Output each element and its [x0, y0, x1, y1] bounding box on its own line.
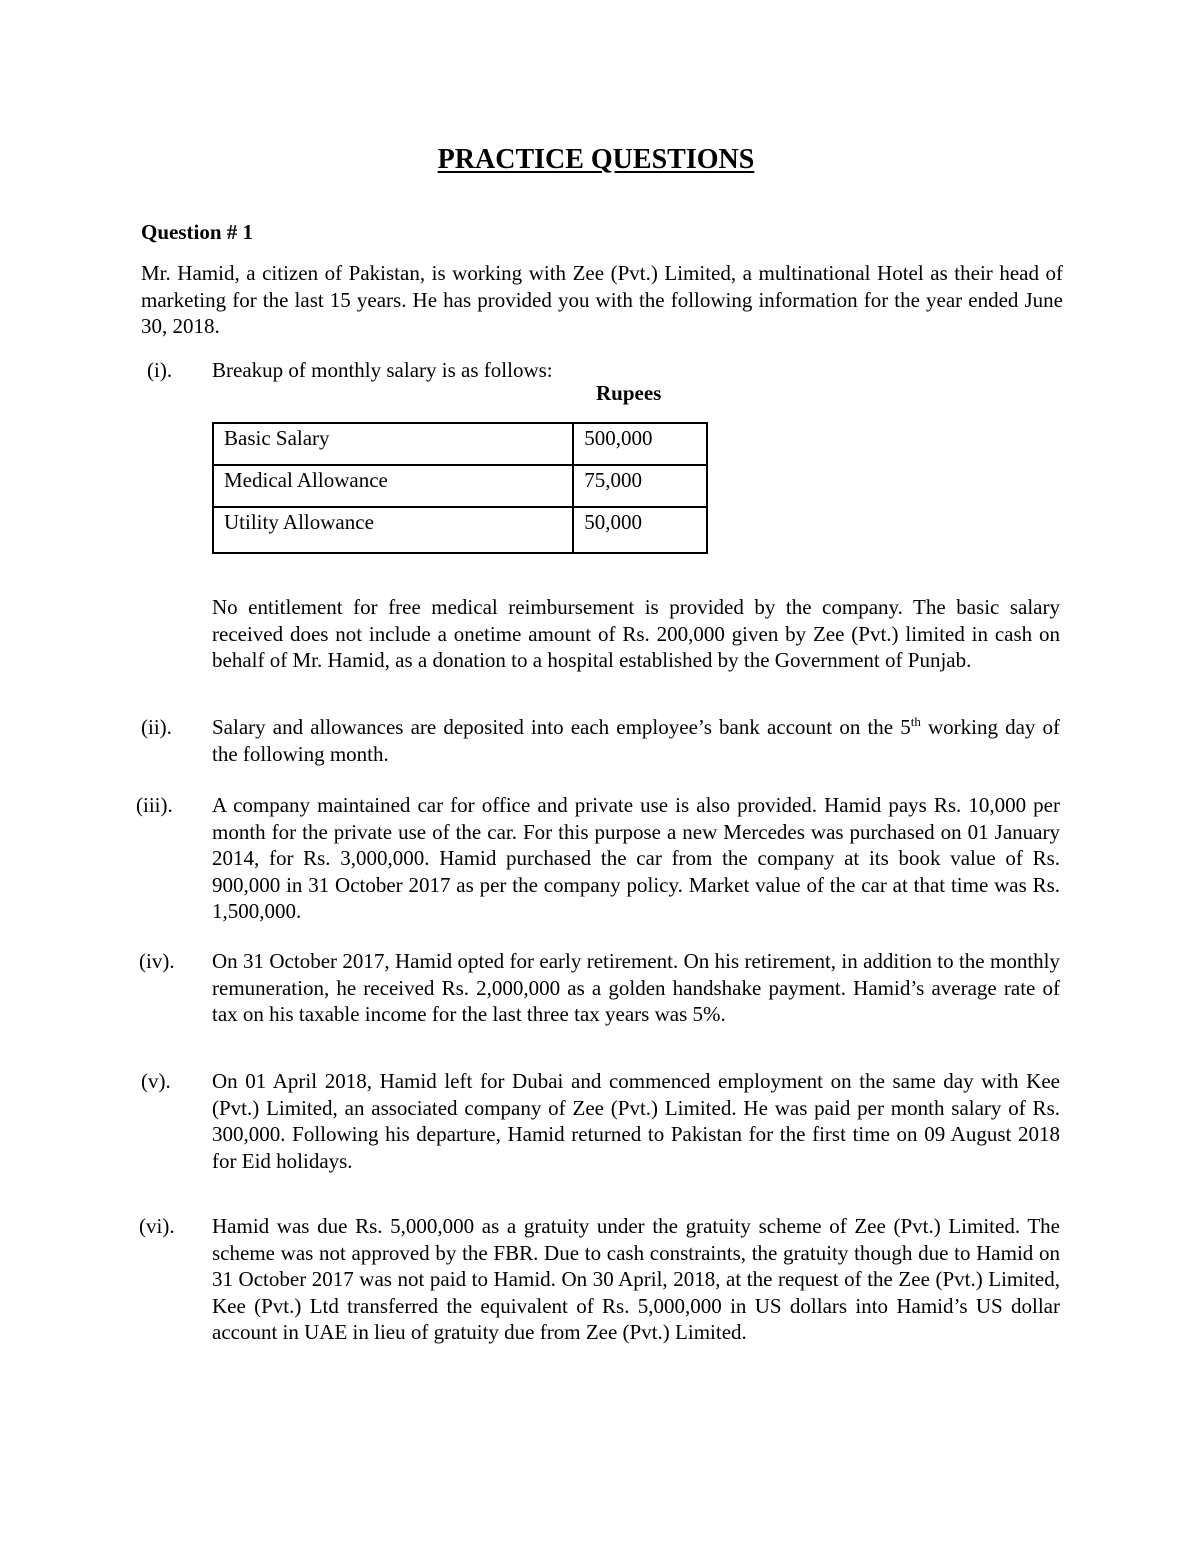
item-number-i: (i).: [147, 358, 173, 382]
item-number-vi: (vi).: [139, 1214, 175, 1238]
salary-amount-cell: 75,000: [573, 465, 707, 507]
item-text-ii: [212, 714, 1060, 767]
page-title: PRACTICE QUESTIONS: [437, 144, 755, 175]
salary-label-cell: Medical Allowance: [213, 465, 573, 507]
table-row: [213, 423, 707, 465]
table-row: [213, 507, 707, 553]
question-heading: Question # 1: [141, 220, 254, 244]
item-text-ii-part-b: working day of the following month.: [212, 715, 1060, 766]
currency-label: Rupees: [596, 381, 662, 405]
table-row: [213, 465, 707, 507]
item-text-ii-part-a: Salary and allowances are deposited into each employee’s bank account on the 5: [212, 715, 911, 739]
item-text-iv: On 31 October 2017, Hamid opted for early retirement. On his retirement, in addition to the monthly remuneration, he received Rs. 2,000,000 as a golden handshake payment. Hamid’s average rate of tax on his taxable income for the last three tax years was 5%.: [212, 949, 1060, 1026]
item-number-ii: (ii).: [141, 715, 172, 739]
item-text-iii: A company maintained car for office and private use is also provided. Hamid pays Rs. 10,000 per month for the private use of the car. For this purpose a new Mercedes was purchased on 01 January 2014, for Rs. 3,000,000. Hamid purchased the car from the company at its book value of Rs. 900,000 in 31 October 2017 as per the company policy. Market value of the car at that time was Rs. 1,500,000.: [212, 793, 1060, 923]
item-lead-i: Breakup of monthly salary is as follows:: [212, 358, 553, 382]
ordinal-suffix: th: [910, 714, 921, 729]
item-text-v: On 01 April 2018, Hamid left for Dubai and commenced employment on the same day with Kee (Pvt.) Limited, an associated company of Zee (Pvt.) Limited. He was paid per month salary of Rs. 300,000. Following his departure, Hamid returned to Pakistan for the first time on 09 August 2018 for Eid holidays.: [212, 1069, 1060, 1173]
salary-amount-cell: 50,000: [573, 507, 707, 553]
item-text-i: No entitlement for free medical reimbursement is provided by the company. The basic salary received does not include a onetime amount of Rs. 200,000 given by Zee (Pvt.) limited in cash on behalf of Mr. Hamid, as a donation to a hospital established by the Government of Punjab.: [212, 595, 1060, 672]
item-number-iv: (iv).: [139, 949, 175, 973]
salary-amount-cell: 500,000: [573, 423, 707, 465]
item-number-v: (v).: [141, 1069, 171, 1093]
salary-label-cell: Basic Salary: [213, 423, 573, 465]
salary-breakup-table: [212, 422, 708, 554]
item-number-iii: (iii).: [136, 793, 173, 817]
salary-label-cell: Utility Allowance: [213, 507, 573, 553]
question-intro: Mr. Hamid, a citizen of Pakistan, is working with Zee (Pvt.) Limited, a multinational Hotel as their head of marketing for the last 15 years. He has provided you with the following information for the year ended June 30, 2018.: [141, 261, 1063, 338]
item-text-vi: Hamid was due Rs. 5,000,000 as a gratuity under the gratuity scheme of Zee (Pvt.) Limited. The scheme was not approved by the FBR. Due to cash constraints, the gratuity though due to Hamid on 31 October 2017 was not paid to Hamid. On 30 April, 2018, at the request of the Zee (Pvt.) Limited, Kee (Pvt.) Ltd transferred the equivalent of Rs. 5,000,000 in US dollars into Hamid’s US dollar account in UAE in lieu of gratuity due from Zee (Pvt.) Limited.: [212, 1214, 1060, 1344]
